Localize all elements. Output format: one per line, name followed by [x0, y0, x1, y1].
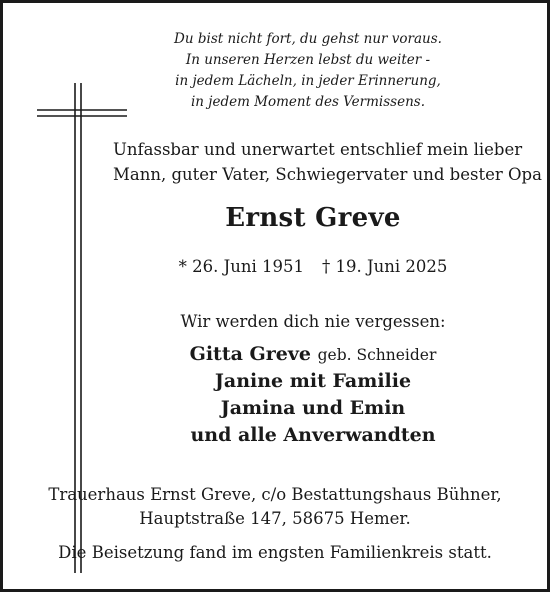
- mourner-name: und alle Anverwandten: [190, 424, 436, 446]
- intro-text: [113, 137, 542, 187]
- poem-line: Du bist nicht fort, du gehst nur voraus.: [174, 31, 442, 47]
- poem: [143, 29, 473, 113]
- intro-line: Unfassbar und unerwartet entschlief mein lieber: [113, 140, 523, 159]
- death-date: † 19. Juni 2025: [322, 257, 448, 276]
- deceased-name: Ernst Greve: [225, 203, 401, 233]
- life-dates: [113, 257, 513, 276]
- mourner-item: [113, 341, 513, 368]
- address-line: Hauptstraße 147, 58675 Hemer.: [139, 509, 411, 528]
- farewell-line: Wir werden dich nie vergessen:: [180, 312, 446, 331]
- mourner-item: [113, 368, 513, 395]
- poem-line: in jedem Lächeln, in jeder Erinnerung,: [175, 73, 441, 89]
- address-line: Trauerhaus Ernst Greve, c/o Bestattungshaus Bühner,: [48, 485, 502, 504]
- mourner-item: [113, 395, 513, 422]
- mourners-list: [113, 341, 513, 449]
- poem-line: In unseren Herzen lebst du weiter -: [185, 52, 431, 68]
- intro-line: Mann, guter Vater, Schwiegervater und bester Opa: [113, 165, 542, 184]
- mourner-note: geb. Schneider: [317, 346, 437, 364]
- mourner-name: Janine mit Familie: [214, 370, 412, 392]
- mourner-name: Gitta Greve: [189, 343, 311, 365]
- mourner-name: Jamina und Emin: [220, 397, 406, 419]
- mourner-item: [113, 422, 513, 449]
- mourning-house-address: [3, 483, 547, 531]
- burial-note: Die Beisetzung fand im engsten Familienkreis statt.: [58, 543, 492, 562]
- poem-line: in jedem Moment des Vermissens.: [190, 94, 426, 110]
- birth-date: * 26. Juni 1951: [178, 257, 304, 276]
